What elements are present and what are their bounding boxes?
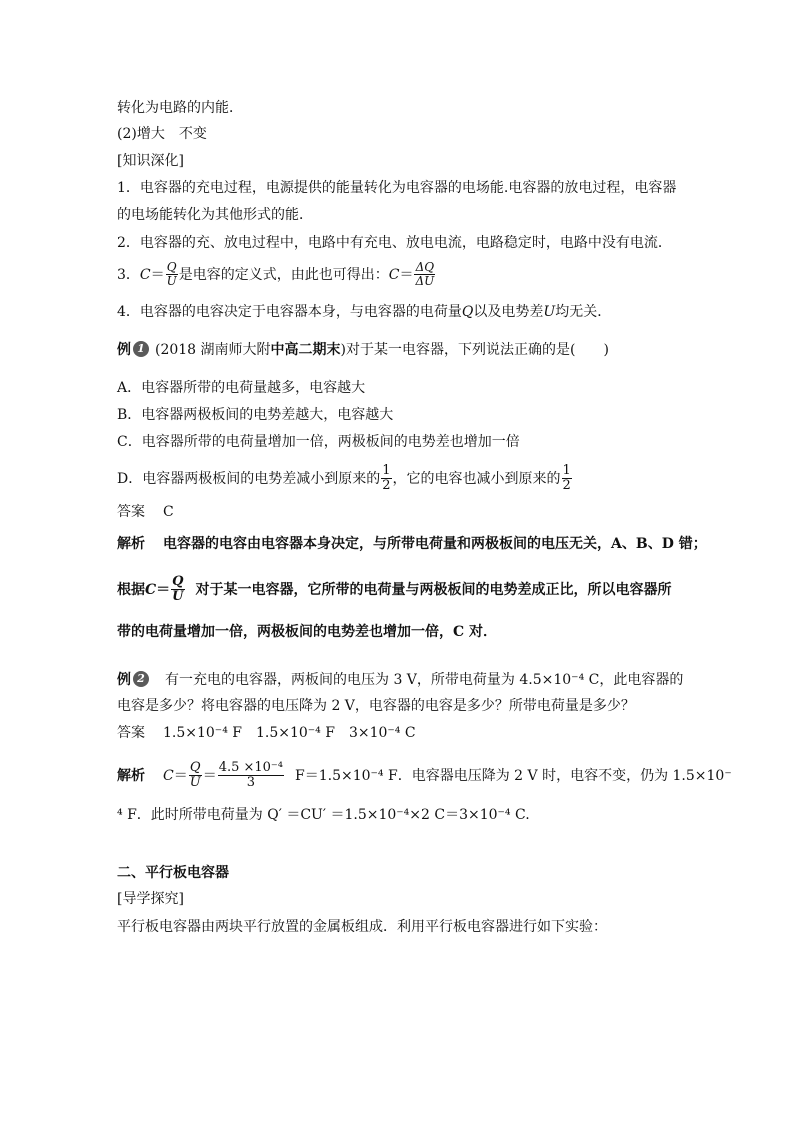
text-line: 的电场能转化为其他形式的能． (117, 207, 313, 223)
numerator: ΔQ (415, 260, 435, 274)
option-d (117, 465, 573, 493)
explanation-2 (117, 762, 732, 790)
answer-1 (117, 505, 174, 519)
text-line: 转化为电路的内能． (117, 100, 243, 116)
numerator: 4.5 ×10⁻⁴ (218, 760, 284, 775)
symbol-q: Q (461, 304, 474, 320)
answer-value: 1.5×10⁻⁴ F 1.5×10⁻⁴ F 3×10⁻⁴ C (163, 725, 416, 741)
example-source-bold: 中高二期末 (270, 342, 341, 358)
fraction-one-half (562, 464, 572, 492)
text-segment: D．电容器两极板间的电势差减小到原来的 (117, 471, 381, 488)
fraction-one-half (381, 464, 391, 492)
option-b: B．电容器两极板间的电势差越大，电容越大 (117, 407, 394, 423)
example-label: 例 (117, 672, 131, 688)
example-question: 有一充电的电容器，两板间的电压为 3 V，所带电荷量为 4.5×10⁻⁴ C，此电容器的 (165, 672, 684, 688)
example-number-badge: 2 (133, 671, 149, 687)
answer-label: 答案 (117, 504, 145, 520)
text-segment: 对于某一电容器，它所带的电荷量与两极板间的电势差成正比，所以电容器所 (195, 582, 672, 599)
option-c: C．电容器所带的电荷量增加一倍，两极板间的电势差也增加一倍 (117, 434, 520, 450)
text-line: (2)增大 不变 (117, 126, 207, 142)
item-number: 3． (117, 267, 140, 284)
example-number-badge: 1 (133, 341, 149, 357)
numerator: Q (172, 574, 184, 589)
example-label: 例 (117, 342, 131, 358)
denominator: U (172, 588, 184, 604)
numerator: Q (166, 260, 177, 274)
symbol-c: C (163, 768, 174, 785)
explanation-label: 解析 (117, 536, 145, 552)
text-line (117, 305, 611, 319)
equals: ＝ (150, 267, 165, 284)
text-segment: 根据 (117, 582, 145, 599)
denominator: 2 (382, 477, 391, 493)
numerator: 1 (562, 463, 571, 478)
symbol-u: U (543, 304, 556, 320)
symbol-c: C (388, 267, 400, 284)
text-line: 平行板电容器由两块平行放置的金属板组成．利用平行板电容器进行如下实验： (117, 919, 607, 935)
denominator: 3 (246, 774, 255, 790)
numerator: 1 (382, 463, 391, 478)
answer-label: 答案 (117, 725, 145, 741)
symbol-c: C (145, 582, 157, 599)
explanation-2-line-2: ⁴ F．此时所带电荷量为 Q′ ＝CU′ ＝1.5×10⁻⁴×2 C＝3×10⁻⁴ C. (117, 807, 530, 823)
equals: ＝ (173, 768, 188, 785)
equals: ＝ (156, 582, 171, 599)
fraction-q-over-u (189, 761, 202, 789)
example-question: )对于某一电容器，下列说法正确的是( ) (340, 342, 609, 358)
fraction-q-over-u (166, 261, 178, 287)
explanation-1 (117, 537, 707, 551)
explanation-1-line-3: 带的电荷量增加一倍，两极板间的电势差也增加一倍，C 对． (117, 624, 498, 640)
symbol-c: C (139, 267, 151, 284)
explanation-label: 解析 (117, 768, 145, 785)
denominator: U (166, 273, 177, 288)
denominator: ΔU (415, 273, 435, 288)
explanation-text: 电容器的电容由电容器本身决定，与所带电荷量和两极板间的电压无关，A、B、D 错； (163, 536, 707, 552)
text-segment: 以及电势差 (473, 304, 544, 320)
section-label-knowledge: [知识深化] (117, 153, 184, 169)
fraction-q-over-u (171, 575, 184, 603)
text-segment: ，它的电容也减小到原来的 (392, 471, 561, 488)
text-segment: 均无关． (555, 304, 612, 320)
fraction-dq-over-du (414, 261, 435, 287)
equals: ＝ (202, 768, 217, 785)
section-label-guide: [导学探究] (117, 891, 184, 907)
text-line: 电容是多少？将电容器的电压降为 2 V，电容器的电容是多少？所带电荷量是多少？ (117, 698, 635, 714)
fraction-value (218, 761, 284, 789)
example-1-header (117, 342, 609, 358)
example-source: (2018 湖南师大附 (155, 342, 271, 358)
answer-value: C (163, 504, 174, 520)
text-segment: 4．电容器的电容决定于电容器本身，与电容器的电荷量 (117, 304, 462, 320)
numerator: Q (189, 760, 201, 775)
formula-text: 是电容的定义式，由此也可得出： (178, 267, 389, 284)
text-line: 1．电容器的充电过程，电源提供的能量转化为电容器的电场能.电容器的放电过程，电容器 (117, 180, 677, 196)
explanation-text: F＝1.5×10⁻⁴ F．电容器电压降为 2 V 时，电容不变，仍为 1.5×10⁻ (295, 768, 732, 785)
answer-2 (117, 726, 416, 740)
example-2-header (117, 672, 683, 688)
text-line: 2．电容器的充、放电过程中，电路中有充电、放电电流，电路稳定时，电路中没有电流． (117, 235, 672, 251)
formula-line (117, 262, 436, 288)
denominator: 2 (562, 477, 571, 493)
denominator: U (189, 774, 201, 790)
equals: ＝ (399, 267, 414, 284)
explanation-1-line-2 (117, 576, 672, 604)
section-heading: 二、平行板电容器 (117, 865, 229, 881)
option-a: A．电容器所带的电荷量越多，电容越大 (117, 380, 366, 396)
